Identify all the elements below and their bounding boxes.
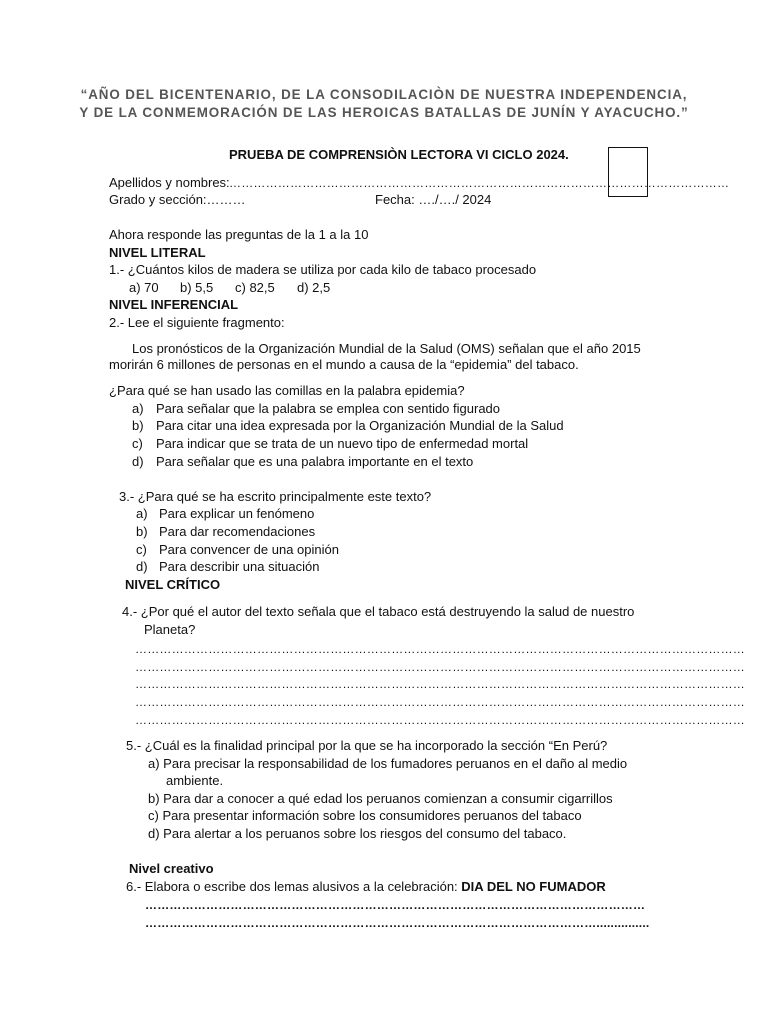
q1-option-a[interactable]: a) 70 bbox=[129, 280, 159, 295]
q6-answer-line-2[interactable]: …………………………………………………………………………………………………............... bbox=[145, 916, 650, 930]
q3-option-a-letter: a) bbox=[136, 506, 148, 521]
q3-option-b-letter: b) bbox=[136, 524, 148, 539]
q4-answer-line-5[interactable]: …………………………………………………………………………………………………………………………………… bbox=[135, 713, 745, 727]
q2-option-d-text: Para señalar que es una palabra importante en el texto bbox=[156, 454, 474, 469]
q4-answer-line-4[interactable]: …………………………………………………………………………………………………………………………………… bbox=[135, 695, 745, 709]
question-2: 2.- Lee el siguiente fragmento: bbox=[109, 315, 285, 330]
q2-option-b-text: Para citar una idea expresada por la Organización Mundial de la Salud bbox=[156, 418, 564, 433]
question-4-line-1: 4.- ¿Por qué el autor del texto señala que el tabaco está destruyendo la salud de nuestro bbox=[122, 604, 635, 619]
section-nivel-critico: NIVEL CRÍTICO bbox=[125, 577, 221, 592]
commemorative-motto bbox=[60, 86, 708, 121]
q4-answer-line-1[interactable]: …………………………………………………………………………………………………………………………………… bbox=[135, 642, 745, 656]
question-6-event: DIA DEL NO FUMADOR bbox=[461, 879, 606, 894]
q5-option-b[interactable]: b) Para dar a conocer a qué edad los peruanos comienzan a consumir cigarrillos bbox=[148, 791, 613, 806]
q4-answer-line-3[interactable]: …………………………………………………………………………………………………………………………………… bbox=[135, 677, 745, 691]
motto-line-2: Y DE LA CONMEMORACIÓN DE LAS HEROICAS BATALLAS DE JUNÍN Y AYACUCHO.” bbox=[79, 104, 689, 120]
q3-option-b-text: Para dar recomendaciones bbox=[159, 524, 316, 539]
q5-option-c[interactable]: c) Para presentar información sobre los consumidores peruanos del tabaco bbox=[148, 808, 582, 823]
fragment-line-1: Los pronósticos de la Organización Mundial de la Salud (OMS) señalan que el año 2015 bbox=[132, 341, 641, 356]
question-6 bbox=[126, 879, 606, 895]
section-nivel-creativo: Nivel creativo bbox=[129, 861, 214, 876]
test-title: PRUEBA DE COMPRENSIÒN LECTORA VI CICLO 2024. bbox=[229, 147, 569, 162]
q6-answer-line-1[interactable]: …………………………………………………………………………………………………………… bbox=[145, 898, 646, 912]
date-label[interactable]: Fecha: …./…./ 2024 bbox=[375, 192, 492, 207]
q5-option-d[interactable]: d) Para alertar a los peruanos sobre los riesgos del consumo del tabaco. bbox=[148, 826, 567, 841]
q4-answer-line-2[interactable]: …………………………………………………………………………………………………………………………………… bbox=[135, 660, 745, 674]
q2-option-a-text: Para señalar que la palabra se emplea con sentido figurado bbox=[156, 401, 501, 416]
question-4-line-2: Planeta? bbox=[144, 622, 196, 637]
q1-option-c[interactable]: c) 82,5 bbox=[235, 280, 275, 295]
q2-option-d-letter: d) bbox=[132, 454, 144, 469]
q3-option-a-text: Para explicar un fenómeno bbox=[159, 506, 315, 521]
q2-option-a-letter: a) bbox=[132, 401, 144, 416]
q3-option-d-text: Para describir una situación bbox=[159, 559, 320, 574]
question-1: 1.- ¿Cuántos kilos de madera se utiliza por cada kilo de tabaco procesado bbox=[109, 262, 537, 277]
name-input-line[interactable]: …………………………………………………………………………………………………………… bbox=[229, 176, 730, 190]
q1-option-d[interactable]: d) 2,5 bbox=[297, 280, 331, 295]
q1-option-b[interactable]: b) 5,5 bbox=[180, 280, 214, 295]
question-3: 3.- ¿Para qué se ha escrito principalmente este texto? bbox=[119, 489, 432, 504]
q5-option-a-line-1[interactable]: a) Para precisar la responsabilidad de los fumadores peruanos en el daño al medio bbox=[148, 756, 628, 771]
q3-option-c-letter: c) bbox=[136, 542, 147, 557]
grade-section-label[interactable]: Grado y sección:……… bbox=[109, 192, 246, 207]
name-label: Apellidos y nombres: bbox=[109, 175, 230, 190]
fragment-line-2: morirán 6 millones de personas en el mundo a causa de la “epidemia” del tabaco. bbox=[109, 357, 579, 372]
q3-option-c-text: Para convencer de una opinión bbox=[159, 542, 339, 557]
question-6-text: 6.- Elabora o escribe dos lemas alusivos a la celebración: bbox=[126, 879, 462, 894]
q5-option-a-line-2[interactable]: ambiente. bbox=[166, 773, 224, 788]
section-nivel-inferencial: NIVEL INFERENCIAL bbox=[109, 297, 239, 312]
question-2-prompt: ¿Para qué se han usado las comillas en la palabra epidemia? bbox=[109, 383, 465, 398]
motto-line-1: “AÑO DEL BICENTENARIO, DE LA CONSODILACIÒN DE NUESTRA INDEPENDENCIA, bbox=[80, 87, 688, 102]
section-nivel-literal: NIVEL LITERAL bbox=[109, 245, 206, 260]
instructions: Ahora responde las preguntas de la 1 a la 10 bbox=[109, 227, 369, 242]
q2-option-b-letter: b) bbox=[132, 418, 144, 433]
q3-option-d-letter: d) bbox=[136, 559, 148, 574]
q2-option-c-text: Para indicar que se trata de un nuevo tipo de enfermedad mortal bbox=[156, 436, 529, 451]
q2-option-c-letter: c) bbox=[132, 436, 143, 451]
question-5: 5.- ¿Cuál es la finalidad principal por la que se ha incorporado la sección “En Perú? bbox=[126, 738, 608, 753]
